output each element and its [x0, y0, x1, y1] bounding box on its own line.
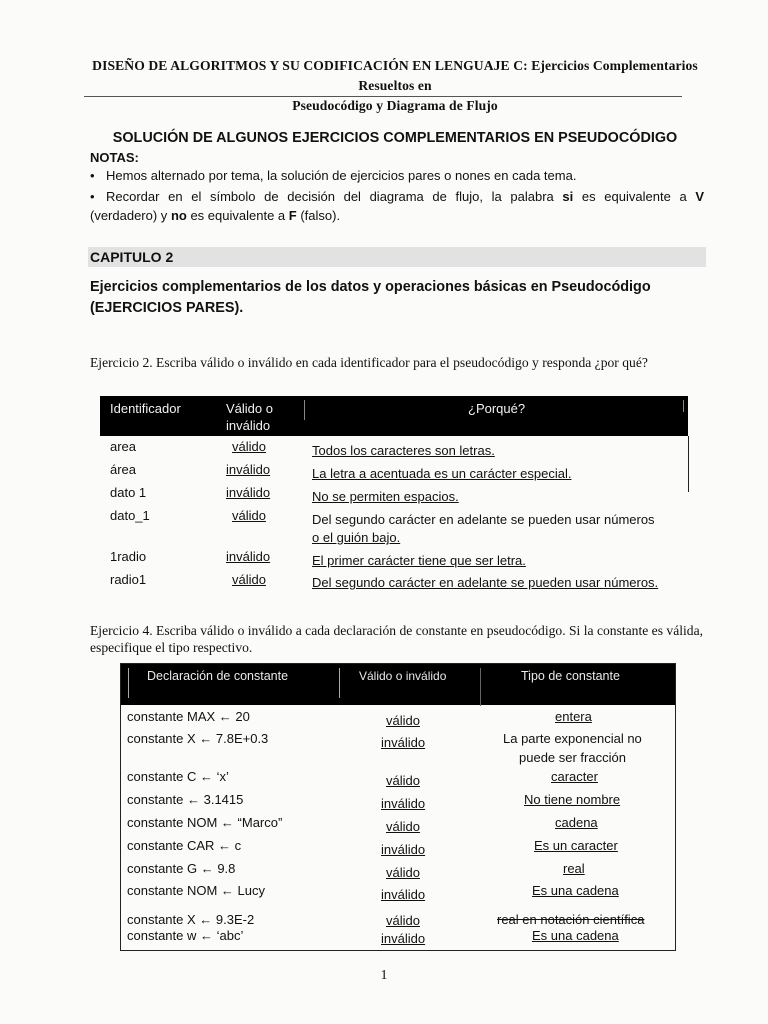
notes-heading: NOTAS: [90, 150, 139, 165]
header-identificador: Identificador [110, 401, 181, 416]
row-identifier: dato 1 [110, 485, 147, 500]
row-validity: válido [232, 508, 266, 523]
row-validity: inválido [226, 549, 271, 564]
row-validity: inválido [381, 887, 426, 902]
row-reason: No se permiten espacios. [312, 489, 459, 504]
note-2-v: V [695, 189, 704, 204]
exercise-4-table-header [121, 664, 675, 705]
note-2-line-2 [90, 206, 704, 225]
row-validity: válido [386, 913, 420, 928]
header-divider [304, 400, 305, 420]
chapter-heading: CAPITULO 2 [88, 247, 706, 267]
row-declaration: constante G ← 9.8 [127, 861, 236, 876]
row-type: No tiene nombre [524, 792, 621, 807]
note-2-text-e: (falso). [300, 208, 341, 223]
row-type: entera [555, 709, 592, 724]
header-rule [84, 96, 682, 97]
exercise-4-table [120, 663, 676, 951]
row-declaration: constante MAX ← 20 [127, 709, 250, 724]
exercise-2-prompt: Ejercicio 2. Escriba válido o inválido en cada identificador para el pseudocódigo y responda ¿por qué? [90, 355, 648, 370]
row-validity: inválido [381, 931, 426, 946]
row-declaration: constante w ← ‘abc’ [127, 928, 244, 943]
row-declaration: constante C ← ‘x’ [127, 769, 229, 784]
row-type: Es una cadena [532, 928, 619, 943]
chapter-subtitle: Ejercicios complementarios de los datos y operaciones básicas en Pseudocódigo (EJERCICIOS PARES). [90, 279, 651, 316]
note-2-text-b: es equivalente a [581, 189, 687, 204]
note-2-text-c: (verdadero) y [90, 208, 168, 223]
page-number: 1 [380, 968, 388, 983]
row-validity: válido [386, 865, 420, 880]
row-reason: La letra a acentuada es un carácter especial. [312, 466, 572, 481]
row-type: La parte exponencial no [503, 731, 642, 746]
header-divider [480, 668, 481, 706]
row-validity: inválido [381, 842, 426, 857]
header-porque: ¿Porqué? [468, 401, 526, 416]
row-validity: válido [386, 713, 420, 728]
solution-title: SOLUCIÓN DE ALGUNOS EJERCICIOS COMPLEMENTARIOS EN PSEUDOCÓDIGO [112, 130, 678, 146]
row-validity: inválido [226, 485, 271, 500]
row-validity: válido [232, 439, 266, 454]
row-reason: Del segundo carácter en adelante se pueden usar números. [312, 575, 659, 590]
exercise-4-prompt: Ejercicio 4. Escriba válido o inválido a cada declaración de constante en pseudocódigo. Si la constante es válida, especifique el tipo respectivo. [90, 623, 704, 655]
row-type: caracter [551, 769, 598, 784]
note-2-no: no [170, 208, 187, 223]
row-declaration: constante X ← 7.8E+0.3 [127, 731, 269, 746]
row-validity: inválido [381, 796, 426, 811]
header-divider [683, 400, 684, 412]
header-declaracion: Declaración de constante [147, 669, 289, 683]
row-type-continued: puede ser fracción [519, 750, 626, 765]
row-type: Es una cadena [532, 883, 619, 898]
row-type: cadena [555, 815, 598, 830]
row-identifier: 1radio [110, 549, 147, 564]
header-valido-line-1: Válido o [226, 401, 273, 416]
document-header [80, 56, 710, 116]
row-reason: El primer carácter tiene que ser letra. [312, 553, 526, 568]
row-declaration: constante X ← 9.3E-2 [127, 912, 255, 927]
row-type: real en notación científica [497, 912, 645, 927]
row-type: Es un caracter [534, 838, 618, 853]
note-1 [90, 166, 704, 185]
bullet: • [90, 168, 95, 183]
header-line-1: DISEÑO DE ALGORITMOS Y SU CODIFICACIÓN EN LENGUAJE C: Ejercicios Complementarios Resueltos en [92, 58, 698, 93]
bullet: • [90, 189, 95, 204]
row-validity: válido [232, 572, 266, 587]
header-divider [128, 668, 129, 698]
header-valido-line-2: inválido [226, 418, 271, 433]
header-line-2: Pseudocódigo y Diagrama de Flujo [292, 98, 498, 113]
note-2-si: si [562, 189, 574, 204]
row-identifier: area [110, 439, 137, 454]
note-1-text: Hemos alternado por tema, la solución de ejercicios pares o nones en cada tema. [106, 168, 577, 183]
header-divider [339, 668, 340, 698]
note-2-text-a: Recordar en el símbolo de decisión del diagrama de flujo, la palabra [106, 189, 554, 204]
row-identifier: dato_1 [110, 508, 150, 523]
row-identifier: radio1 [110, 572, 147, 587]
row-validity: válido [386, 773, 420, 788]
row-declaration: constante ← 3.1415 [127, 792, 244, 807]
header-tipo: Tipo de constante [521, 669, 620, 683]
row-identifier: área [110, 462, 137, 477]
row-declaration: constante NOM ← Lucy [127, 883, 265, 898]
row-declaration: constante CAR ← c [127, 838, 242, 853]
row-declaration: constante NOM ← “Marco” [127, 815, 283, 830]
header-valido-invalido: Válido o inválido [359, 669, 447, 683]
row-reason: Todos los caracteres son letras. [312, 443, 495, 458]
row-validity: inválido [226, 462, 271, 477]
note-2-f: F [288, 208, 297, 223]
note-2-line-1 [90, 187, 704, 206]
exercise-2-table-header [100, 396, 688, 436]
row-validity: válido [386, 819, 420, 834]
row-type: real [563, 861, 585, 876]
row-reason-continued: o el guión bajo. [312, 530, 401, 545]
row-validity: inválido [381, 735, 426, 750]
note-2-text-d: es equivalente a [190, 208, 286, 223]
row-reason: Del segundo carácter en adelante se pueden usar números [312, 512, 655, 527]
